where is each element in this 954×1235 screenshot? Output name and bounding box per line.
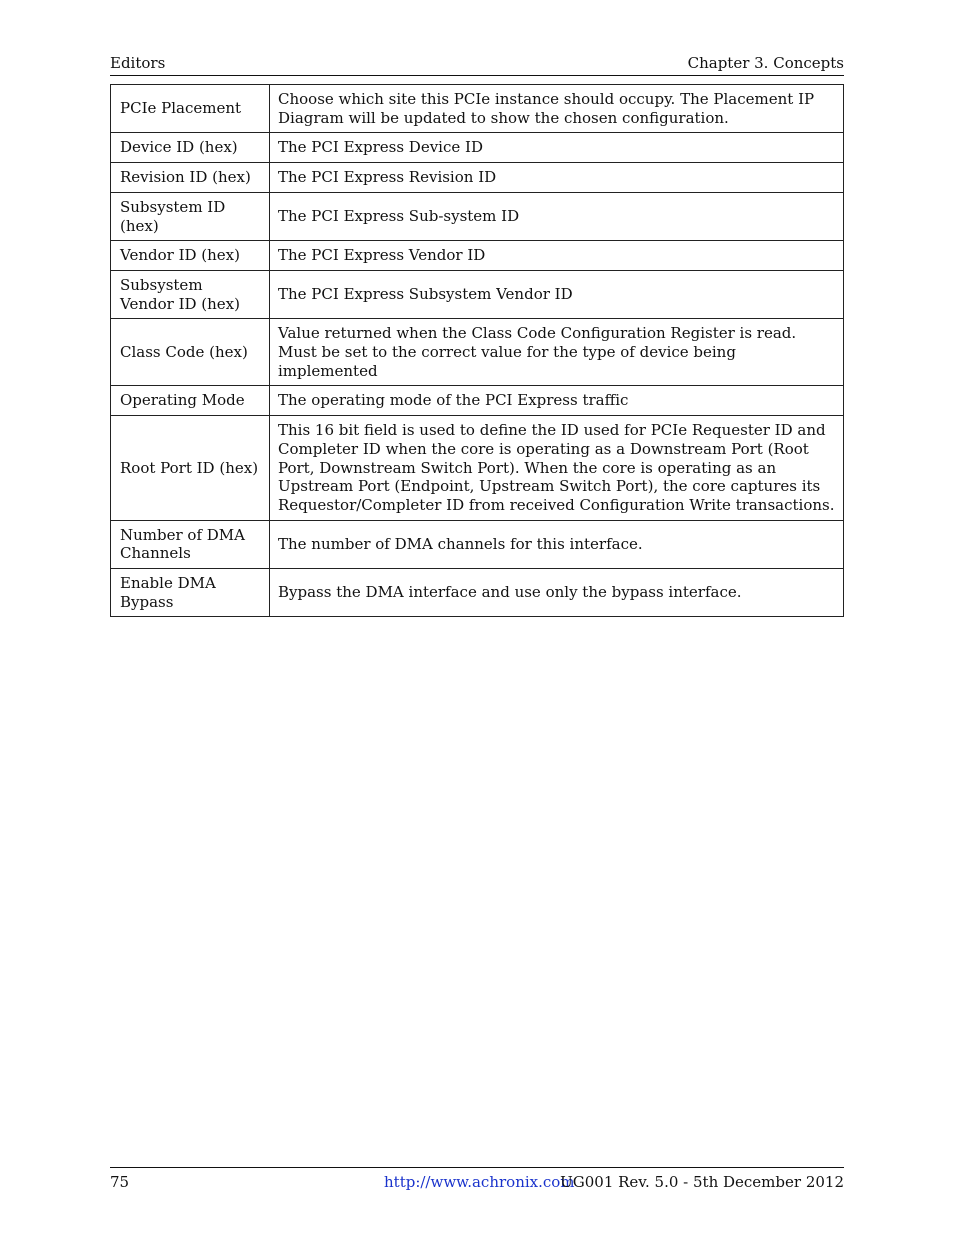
param-name: Vendor ID (hex) bbox=[111, 241, 270, 271]
param-description: Bypass the DMA interface and use only the bypass interface. bbox=[270, 569, 844, 617]
footer-divider bbox=[110, 1167, 844, 1168]
param-name: Revision ID (hex) bbox=[111, 163, 270, 193]
param-description: This 16 bit field is used to define the ID used for PCIe Requester ID and Completer ID when the core is operating as a Downstream Port (Root Port, Downstream Switch Port). When the core is operating as an Upstream Port (Endpoint, Upstream Switch Port), the core captures its Requestor/Completer ID from received Configuration Write transactions. bbox=[270, 416, 844, 521]
page-number: 75 bbox=[110, 1173, 130, 1191]
param-description: The PCI Express Revision ID bbox=[270, 163, 844, 193]
param-name: Root Port ID (hex) bbox=[111, 416, 270, 521]
table-row bbox=[111, 241, 844, 271]
table-row bbox=[111, 163, 844, 193]
header-section-title: Editors bbox=[110, 54, 166, 72]
param-name: Subsystem Vendor ID (hex) bbox=[111, 270, 270, 318]
param-description: The PCI Express Vendor ID bbox=[270, 241, 844, 271]
header-divider bbox=[110, 75, 844, 76]
param-description: The PCI Express Subsystem Vendor ID bbox=[270, 270, 844, 318]
param-description: Choose which site this PCIe instance should occupy. The Placement IP Diagram will be updated to show the chosen configuration. bbox=[270, 85, 844, 133]
param-name: Device ID (hex) bbox=[111, 133, 270, 163]
parameter-table bbox=[110, 84, 844, 617]
param-description: The PCI Express Sub-system ID bbox=[270, 192, 844, 240]
page-header bbox=[110, 54, 844, 72]
table-row bbox=[111, 386, 844, 416]
param-description: The number of DMA channels for this interface. bbox=[270, 520, 844, 568]
param-description: The PCI Express Device ID bbox=[270, 133, 844, 163]
param-name: Operating Mode bbox=[111, 386, 270, 416]
table-row bbox=[111, 416, 844, 521]
header-chapter-title: Chapter 3. Concepts bbox=[687, 54, 844, 72]
param-name: Enable DMA Bypass bbox=[111, 569, 270, 617]
table-row bbox=[111, 569, 844, 617]
document-id: UG001 Rev. 5.0 - 5th December 2012 bbox=[560, 1173, 844, 1191]
table-row bbox=[111, 133, 844, 163]
param-name: PCIe Placement bbox=[111, 85, 270, 133]
param-description: The operating mode of the PCI Express traffic bbox=[270, 386, 844, 416]
table-row bbox=[111, 319, 844, 386]
table-row bbox=[111, 520, 844, 568]
param-name: Number of DMA Channels bbox=[111, 520, 270, 568]
table-row bbox=[111, 85, 844, 133]
table-row bbox=[111, 270, 844, 318]
table-row bbox=[111, 192, 844, 240]
param-name: Class Code (hex) bbox=[111, 319, 270, 386]
param-description: Value returned when the Class Code Configuration Register is read. Must be set to the correct value for the type of device being implemented bbox=[270, 319, 844, 386]
param-name: Subsystem ID (hex) bbox=[111, 192, 270, 240]
website-link[interactable]: http://www.achronix.com bbox=[384, 1173, 575, 1191]
